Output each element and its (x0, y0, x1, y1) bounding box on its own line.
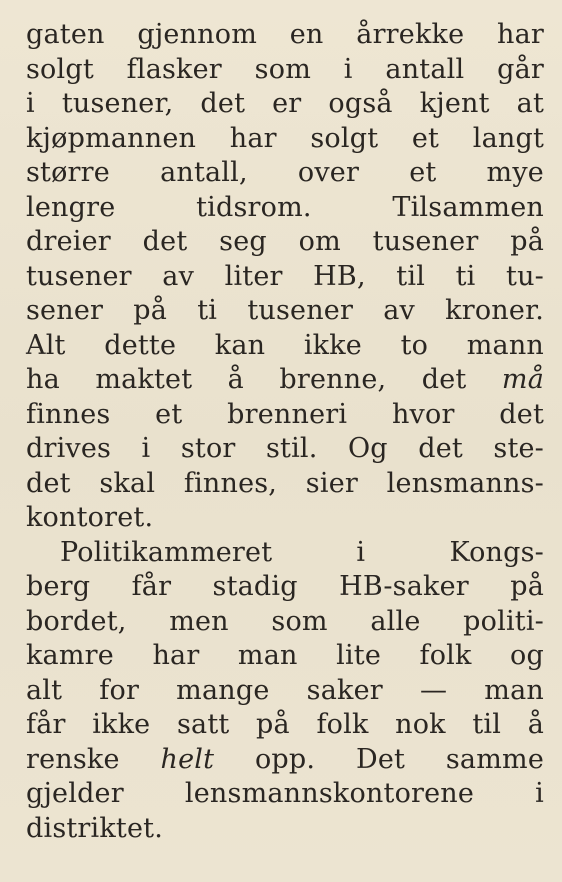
text-line: gjelder lensmannskontorene i (26, 778, 544, 809)
text-line: Alt dette kan ikke to mann (26, 329, 544, 361)
paragraph-2 (26, 536, 544, 847)
paragraph-1 (26, 18, 544, 536)
text-line: kjøpmannen har solgt et langt (26, 122, 544, 154)
text-line: Politikammeret i Kongs- (60, 536, 544, 568)
text-segment: ha maktet å brenne, det (26, 364, 502, 395)
text-line: distriktet. (26, 812, 163, 844)
text-line: solgt flasker som i antall går (26, 53, 544, 85)
text-line (26, 743, 544, 778)
text-line: gaten gjennom en årrekke har (26, 19, 544, 50)
text-line: større antall, over et mye (26, 157, 544, 188)
text-line: berg får stadig HB-saker på (26, 571, 544, 602)
emphasis-text: må (501, 364, 544, 395)
text-line: lengre tidsrom. Tilsammen (26, 191, 544, 223)
text-line: sener på ti tusener av kroner. (26, 295, 544, 326)
text-line: drives i stor stil. Og det ste- (26, 433, 544, 464)
text-line: bordet, men som alle politi- (26, 605, 544, 637)
emphasis-text: helt (160, 743, 215, 775)
text-line: kamre har man lite folk og (26, 640, 544, 671)
text-line: får ikke satt på folk nok til å (26, 709, 544, 740)
text-line: tusener av liter HB, til ti tu- (26, 260, 544, 292)
text-segment: renske (26, 743, 161, 775)
text-line: i tusener, det er også kjent at (26, 88, 544, 119)
text-line (26, 363, 544, 398)
text-line: dreier det seg om tusener på (26, 226, 544, 257)
text-line: det skal finnes, sier lensmanns- (26, 467, 544, 499)
text-line: alt for mange saker — man (26, 674, 544, 706)
text-segment: opp. Det samme (214, 743, 544, 775)
article-column (26, 18, 544, 846)
text-line: kontoret. (26, 502, 154, 533)
text-line: finnes et brenneri hvor det (26, 398, 544, 430)
